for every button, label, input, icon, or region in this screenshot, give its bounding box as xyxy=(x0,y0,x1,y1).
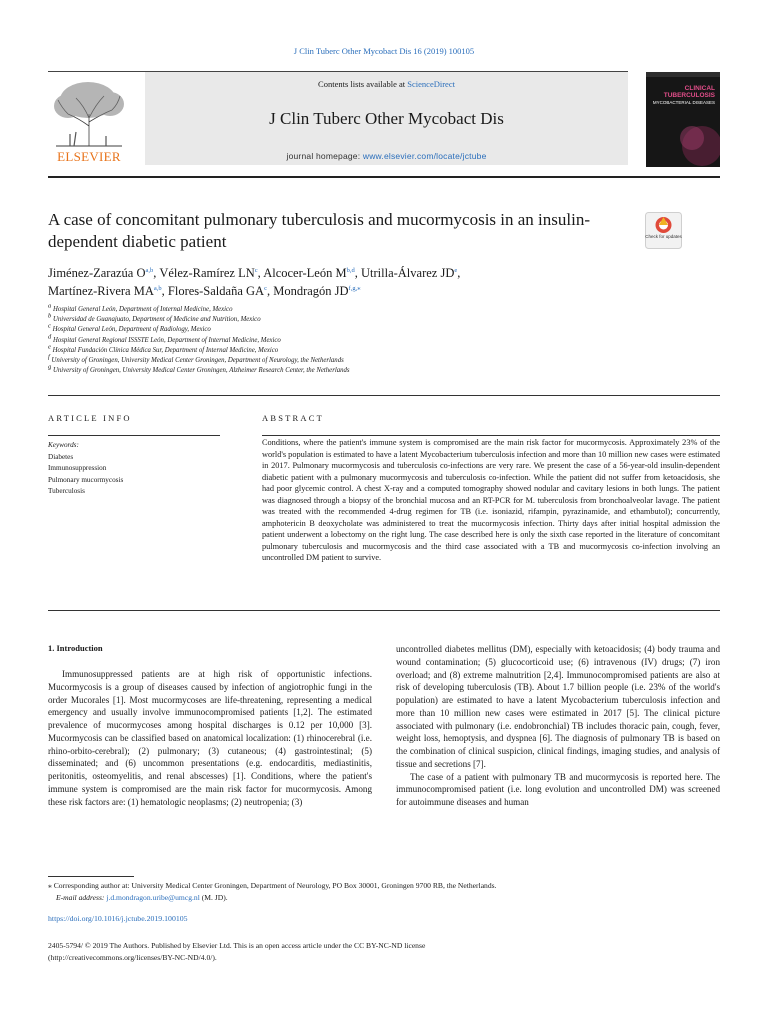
journal-homepage-link[interactable]: www.elsevier.com/locate/jctube xyxy=(362,151,487,161)
affiliation-item xyxy=(48,333,668,346)
cover-subtitle: MYCOBACTERIAL DISEASES xyxy=(652,100,715,105)
sciencedirect-link[interactable]: ScienceDirect xyxy=(407,79,455,89)
cover-title: CLINICAL TUBERCULOSIS xyxy=(663,85,715,99)
affiliation-item xyxy=(48,343,668,356)
affiliation-mark: d xyxy=(48,333,52,341)
affiliation-item xyxy=(48,363,668,376)
affiliation-item xyxy=(48,302,668,315)
author-affiliation-marks[interactable]: e xyxy=(454,266,458,274)
affiliation-text: Universidad de Guanajuato, Department of Medicine and Nutrition, Mexico xyxy=(52,316,261,324)
author-affiliation-marks[interactable]: f,g,⁎ xyxy=(348,284,361,292)
corresponding-author-text: ⁎ Corresponding author at: University Medical Center Groningen, Department of Neurology, PO Box 30001, Groningen 9700 RB, the Netherlands. xyxy=(48,881,497,890)
author-affiliation-marks[interactable]: b,d xyxy=(346,266,355,274)
abstract-heading: ABSTRACT xyxy=(262,413,324,423)
introduction-right-column xyxy=(396,643,720,809)
author-name[interactable]: Jiménez-Zarazúa O xyxy=(48,266,146,280)
header-bottom-rule xyxy=(48,176,720,178)
affiliation-item xyxy=(48,312,668,325)
affiliation-text: Hospital General Regional ISSSTE León, Department of Internal Medicine, Mexico xyxy=(52,336,281,344)
introduction-paragraph: uncontrolled diabetes mellitus (DM), especially with ketoacidosis; (4) body trauma and wound contamination; (5) glucocorticoid use; (6) intravenous (IV) drugs; (7) iron overload; and (8) extreme malnutrition [2,4]. Immunocompromised patients are also at risk of developing tuberculosis (TB). About 1.7 billion people (i.e. 23% of the world's population) are estimated to have a latent Mycobacterium tuberculosis infection and more than 10 million new cases were estimated in 2017 [5]. The clinical picture associated with pulmonary (i.e. endobronchial) TB includes thoracic pain, cough, fever, weight loss, hemoptysis, and dyspnea [6]. The diagnosis of pulmonary TB is based on the combination of clinical suspicion, clinical findings, imaging studies, and analysis of tissue and secretions [7]. xyxy=(396,644,720,769)
license-line: 2405-5794/ © 2019 The Authors. Published by Elsevier Ltd. This is an open access article under the CC BY-NC-ND license xyxy=(48,941,426,950)
author-affiliation-marks[interactable]: a,b xyxy=(145,266,154,274)
keywords-block xyxy=(48,440,123,498)
author-separator: , xyxy=(354,266,361,280)
affiliation-mark: e xyxy=(48,343,51,351)
author-affiliation-marks[interactable]: c xyxy=(254,266,258,274)
corresponding-author-footnote xyxy=(48,880,728,904)
homepage-label: journal homepage: xyxy=(286,151,363,161)
introduction-heading: 1. Introduction xyxy=(48,643,103,653)
author-affiliation-marks[interactable]: a,b xyxy=(153,284,162,292)
affiliation-list xyxy=(48,302,668,376)
contents-available-line xyxy=(145,79,628,89)
section-rule xyxy=(48,610,720,611)
author-name[interactable]: Martínez-Rivera MA xyxy=(48,284,154,298)
author-separator: , xyxy=(457,266,461,280)
author-separator: , xyxy=(257,266,264,280)
check-for-updates-label: Check for updates xyxy=(645,234,682,239)
article-info-heading: ARTICLE INFO xyxy=(48,413,132,423)
introduction-left-column: Immunosuppressed patients are at high risk of opportunistic infections. Mucormycosis is a group of diseases caused by infection of angiotrophic fungi in the order Mucorales [1]. Most mucormycoses are life-threatening, representing a medical emergency and usually involve immunocompromised patients [1,2]. The estimated prevalence of mucormycoses among hospital discharges is 0.12 per 10,000 [3]. Mucormycosis can be classified based on anatomical localization: (1) rhinocerebral (i.e. rhino-orbito-cerebral); (2) pulmonary; (3) cutaneous; (4) gastrointestinal; (5) disseminated; and (6) uncommon presentations (e.g. endocarditis, mediastinitis, peritonitis, osteomyelitis, and renal abscesses) [1]. Conditions, where the patient's immune system is compromised are the main risk factor for mucormycosis. Among these risk factors are: (1) hematologic neoplasms; (2) neutropenia; (3) xyxy=(48,669,372,807)
check-for-updates-icon[interactable] xyxy=(645,212,682,249)
doi-link[interactable]: https://doi.org/10.1016/j.jctube.2019.100105 xyxy=(48,914,188,923)
affiliation-mark: f xyxy=(48,353,50,361)
keywords-label: Keywords: xyxy=(48,441,79,449)
introduction-paragraph: The case of a patient with pulmonary TB and mucormycosis is reported here. The immunocompromised patient (i.e. long evolution and uncontrolled DM) was screened for autoimmune diseases and human xyxy=(396,771,720,807)
section-rule xyxy=(48,395,720,396)
affiliation-mark: b xyxy=(48,312,52,320)
abstract-rule xyxy=(262,435,720,436)
journal-title: J Clin Tuberc Other Mycobact Dis xyxy=(269,109,504,128)
affiliation-item xyxy=(48,325,668,335)
affiliation-mark: g xyxy=(48,363,52,371)
author-list xyxy=(48,264,668,300)
footnote-rule xyxy=(48,876,134,877)
affiliation-text: Hospital Fundación Clínica Médica Sur, Department of Internal Medicine, Mexico xyxy=(52,346,279,354)
email-label: E-mail address: xyxy=(56,893,107,902)
keyword-item: Pulmonary mucormycosis xyxy=(48,475,124,484)
author-email-link[interactable]: j.d.mondragon.uribe@umcg.nl xyxy=(106,893,200,902)
journal-homepage-line xyxy=(145,151,628,161)
keyword-item: Immunosuppression xyxy=(48,464,107,472)
affiliation-item xyxy=(48,353,668,366)
abstract-text: Conditions, where the patient's immune system is compromised are the main risk factor for mucormycosis. Approximately 23% of the world's population is estimated to have a latent Mycobacterium tuberculosis infection and more than 10 million new cases were estimated in 2017. Pulmonary mucormycosis and tuberculosis co-infections are very rare. We present the case of a 56-year-old insulin-dependent diabetic patient with a pulmonary mucormycosis and tuberculosis co-infection. While the patient did not suffer from ketoacidosis, she had poor glycemic control. A chest X-ray and a computed tomography showed nodular and cavitary lesions in both lungs. The patient was diagnosed through a biopsy of the bronchial mucosa and an RT-PCR for M. tuberculosis from bronchoalveolar lavage. The patient was treated with the recommended 4-drug regimen for TB (i.e. isoniazid, rifampin, pyrazinamide, and ethambutol); concurrently, amphotericin B deoxycholate was administered to treat the mucormycosis infection. Thirty days after initial hospital admission the patient underwent a lobectomy on the right lung. The case described here is only the sixth case reported in the literature of concomitant pulmonary tuberculosis and mucormycosis and the third case associated with a TB and mucormycosis co-infection involving an uncontrolled DM patient to survive. xyxy=(262,438,720,562)
affiliation-text: University of Groningen, University Medical Center Groningen, Alzheimer Research Center, the Netherlands xyxy=(52,367,350,375)
affiliation-mark: a xyxy=(48,302,52,310)
affiliation-mark: c xyxy=(48,323,51,331)
author-affiliation-marks[interactable]: c xyxy=(264,284,267,292)
license-url[interactable]: (http://creativecommons.org/licenses/BY-NC-ND/4.0/). xyxy=(48,953,217,962)
author-name[interactable]: Utrilla-Álvarez JD xyxy=(360,266,455,280)
author-name[interactable]: Alcocer-León M xyxy=(263,266,347,280)
article-title: A case of concomitant pulmonary tuberculosis and mucormycosis in an insulin-dependent diabetic patient xyxy=(48,210,590,251)
author-name[interactable]: Mondragón JD xyxy=(273,284,349,298)
elsevier-wordmark: ELSEVIER xyxy=(57,149,121,164)
affiliation-text: Hospital General León, Department of Internal Medicine, Mexico xyxy=(52,306,233,313)
affiliation-text: University of Groningen, University Medical Center Groningen, Department of Neurology, the Netherlands xyxy=(51,357,344,365)
affiliation-text: Hospital General León, Department of Radiology, Mexico xyxy=(52,326,211,334)
author-name[interactable]: Flores-Saldaña GA xyxy=(167,284,265,298)
keyword-item: Tuberculosis xyxy=(48,487,85,495)
author-separator: , xyxy=(266,284,274,298)
email-suffix: (M. JD). xyxy=(199,893,228,902)
license-statement xyxy=(48,940,728,964)
author-separator: , xyxy=(161,284,168,298)
contents-prefix: Contents lists available at xyxy=(318,79,408,89)
author-separator: , xyxy=(153,266,160,280)
journal-citation[interactable]: J Clin Tuberc Other Mycobact Dis 16 (2019) 100105 xyxy=(293,46,475,56)
article-info-rule xyxy=(48,435,220,436)
author-name[interactable]: Vélez-Ramírez LN xyxy=(159,266,255,280)
keyword-item: Diabetes xyxy=(48,452,74,461)
